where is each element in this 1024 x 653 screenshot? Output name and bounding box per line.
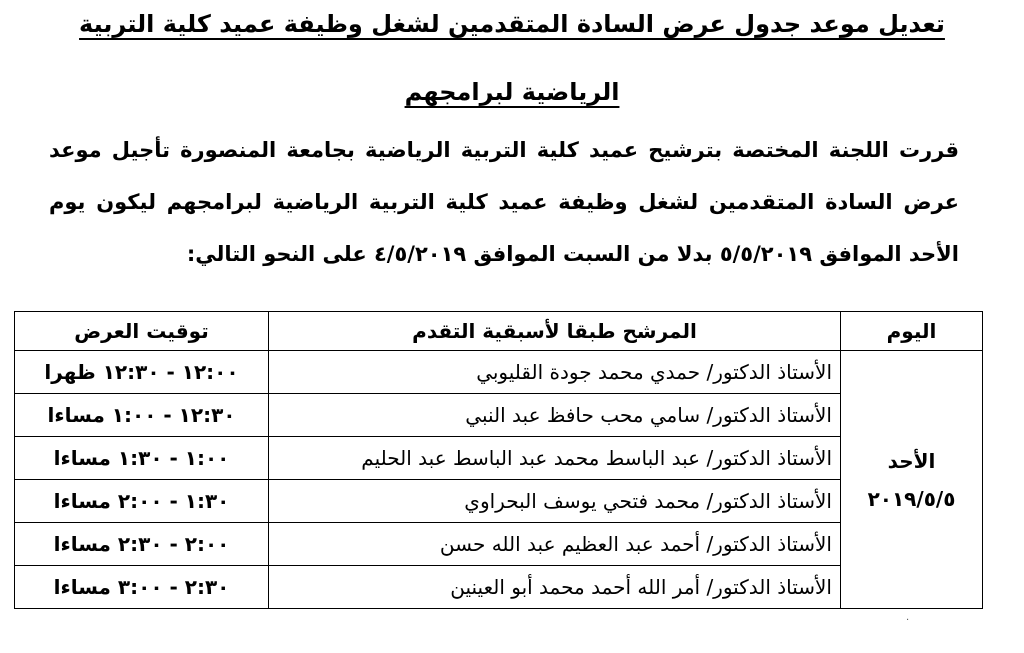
- presentation-time: ١:٠٠ - ١:٣٠ مساءا: [15, 437, 269, 480]
- presentation-time: ١:٣٠ - ٢:٠٠ مساءا: [15, 480, 269, 523]
- day-date: ٢٠١٩/٥/٥: [867, 486, 956, 511]
- presentation-time: ٢:٣٠ - ٣:٠٠ مساءا: [15, 566, 269, 609]
- day-name: الأحد: [887, 448, 936, 473]
- table-row: [15, 480, 983, 523]
- heading-line-1: تعديل موعد جدول عرض السادة المتقدمين لشغل وظيفة عميد كلية التربية: [79, 10, 945, 38]
- candidate-name: الأستاذ الدكتور/ سامي محب حافظ عبد النبي: [269, 394, 841, 437]
- candidate-name: الأستاذ الدكتور/ أمر الله أحمد محمد أبو العينين: [269, 566, 841, 609]
- day-cell: [841, 351, 983, 609]
- table-row: [15, 351, 983, 394]
- schedule-table: [14, 311, 983, 609]
- presentation-time: ١٢:٣٠ - ١:٠٠ مساءا: [15, 394, 269, 437]
- header-time: توقيت العرض: [15, 312, 269, 351]
- candidate-name: الأستاذ الدكتور/ حمدي محمد جودة القليوبي: [269, 351, 841, 394]
- announcement-paragraph: قررت اللجنة المختصة بترشيح عميد كلية التربية الرياضية بجامعة المنصورة تأجيل موعد عرض السادة المتقدمين لشغل وظيفة عميد كلية التربية الرياضية لبرامجهم ليكون يوم الأحد الموافق ٥/٥/٢٠١٩ بدلا من السبت الموافق ٤/٥/٢٠١٩ على النحو التالي:: [49, 138, 959, 266]
- candidate-name: الأستاذ الدكتور/ أحمد عبد العظيم عبد الله حسن: [269, 523, 841, 566]
- table-row: [15, 437, 983, 480]
- presentation-time: ١٢:٠٠ - ١٢:٣٠ ظهرا: [15, 351, 269, 394]
- header-day: اليوم: [841, 312, 983, 351]
- heading-line-2: الرياضية لبرامجهم: [404, 78, 620, 106]
- presentation-time: ٢:٠٠ - ٢:٣٠ مساءا: [15, 523, 269, 566]
- footer-mark: .: [906, 612, 910, 623]
- table-row: [15, 394, 983, 437]
- table-header-row: [15, 312, 983, 351]
- candidate-name: الأستاذ الدكتور/ عبد الباسط محمد عبد الباسط عبد الحليم: [269, 437, 841, 480]
- table-row: [15, 566, 983, 609]
- table-row: [15, 523, 983, 566]
- candidate-name: الأستاذ الدكتور/ محمد فتحي يوسف البحراوي: [269, 480, 841, 523]
- header-candidate: المرشح طبقا لأسبقية التقدم: [269, 312, 841, 351]
